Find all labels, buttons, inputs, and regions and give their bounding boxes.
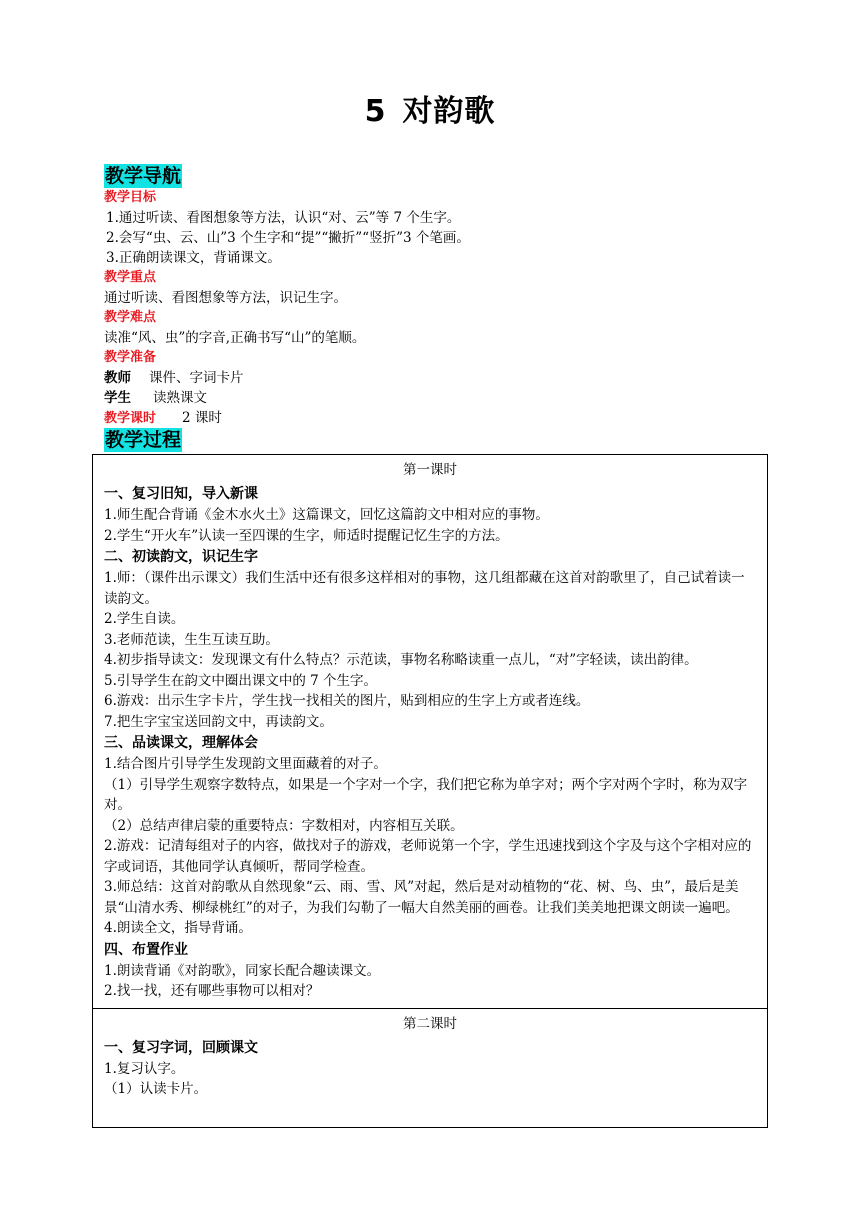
process-table [92, 454, 768, 1128]
difficulty-label: 教学难点 [104, 310, 157, 325]
process-heading: 教学过程 [105, 429, 182, 451]
goal-label: 教学目标 [104, 190, 157, 205]
paragraph: 4.朗读全文，指导背诵。 [104, 920, 252, 936]
process-heading-wrap [104, 428, 182, 452]
page-title [0, 92, 860, 132]
hours-text: 2 课时 [182, 410, 222, 426]
title-number: 5 [364, 94, 387, 129]
teacher-row [104, 368, 704, 388]
paragraph: 4.初步指导读文：发现课文有什么特点？示范读，事物名称略读重一点儿，“对”字轻读，读出韵律。 [104, 652, 698, 668]
title-text: 对韵歌 [402, 94, 496, 129]
goal-item: 1.通过听读、看图想象等方法，认识“对、云”等 7 个生字。 [106, 210, 461, 226]
hours-label: 教学课时 [104, 411, 157, 426]
key-label: 教学重点 [104, 270, 157, 285]
lesson2-title: 第二课时 [403, 1015, 457, 1032]
paragraph: 2.学生自读。 [104, 611, 185, 627]
paragraph: 3.师总结：这首对韵歌从自然现象“云、雨、雪、风”对起，然后是对动植物的“花、树、鸟、虫”，最后是美景“山清水秀、柳绿桃红”的对子，为我们勾勒了一幅大自然美丽的画卷。让我们美美地把课文朗读一遍吧。 [104, 879, 739, 916]
section-title: 一、复习字词，回顾课文 [104, 1039, 258, 1056]
paragraph: 2.游戏：记清每组对子的内容，做找对子的游戏，老师说第一个字，学生迅速找到这个字及与这个字相对应的字或词语，其他同学认真倾听，帮同学检查。 [104, 838, 752, 875]
lesson1-title: 第一课时 [403, 462, 457, 478]
paragraph: 1.结合图片引导学生发现韵文里面藏着的对子。 [104, 756, 387, 772]
key-text: 通过听读、看图想象等方法，识记生字。 [104, 290, 347, 306]
teaching-guide [104, 164, 704, 428]
paragraph: 2.学生“开火车”认读一至四课的生字，师适时提醒记忆生字的方法。 [104, 527, 509, 544]
student-text: 读熟课文 [153, 390, 207, 406]
paragraph: 6.游戏：出示生字卡片，学生找一找相关的图片，贴到相应的生字上方或者连线。 [104, 693, 590, 709]
teacher-text: 课件、字词卡片 [149, 370, 244, 386]
paragraph: 3.老师范读，生生互读互助。 [104, 631, 279, 648]
section-title: 四、布置作业 [104, 941, 188, 958]
paragraph: 5.引导学生在韵文中圈出课文中的 7 个生字。 [104, 672, 378, 689]
paragraph: 1.朗读背诵《对韵歌》，同家长配合趣读课文。 [104, 962, 381, 979]
paragraph: 2.找一找，还有哪些事物可以相对？ [104, 983, 320, 999]
paragraph: 7.把生字宝宝送回韵文中，再读韵文。 [104, 713, 333, 730]
paragraph: （1）认读卡片。 [104, 1081, 208, 1097]
section-title: 三、品读课文，理解体会 [104, 735, 258, 751]
student-row [104, 388, 704, 408]
preparation-label: 教学准备 [104, 350, 157, 365]
goal-item: 2.会写“虫、云、山”3 个生字和“提”“撇折”“竖折”3 个笔画。 [106, 230, 470, 246]
teacher-label: 教师 [104, 370, 131, 386]
section-title: 一、复习旧知，导入新课 [104, 486, 258, 502]
paragraph: 1.师生配合背诵《金木水火土》这篇课文，回忆这篇韵文中相对应的事物。 [104, 507, 549, 523]
hours-row [104, 408, 704, 428]
paragraph: （1）引导学生观察字数特点，如果是一个字对一个字，我们把它称为单字对；两个字对两个字时，称为双字对。 [104, 776, 748, 813]
student-label: 学生 [104, 390, 131, 406]
lesson2-content [93, 1037, 767, 1100]
lesson1-content [93, 483, 767, 1002]
guide-heading: 教学导航 [105, 165, 182, 187]
paragraph: 1.复习认字。 [104, 1060, 185, 1077]
paragraph: 1.师：（课件出示课文）我们生活中还有很多这样相对的事物，这几组都藏在这首对韵歌里了，自己试着读一读韵文。 [104, 570, 745, 607]
goal-item: 3.正确朗读课文，背诵课文。 [106, 250, 281, 266]
paragraph: （2）总结声律启蒙的重要特点：字数相对，内容相互关联。 [104, 817, 464, 834]
difficulty-text: 读准“风、虫”的字音,正确书写“山”的笔顺。 [104, 330, 366, 346]
section-title: 二、初读韵文，识记生字 [104, 549, 258, 565]
